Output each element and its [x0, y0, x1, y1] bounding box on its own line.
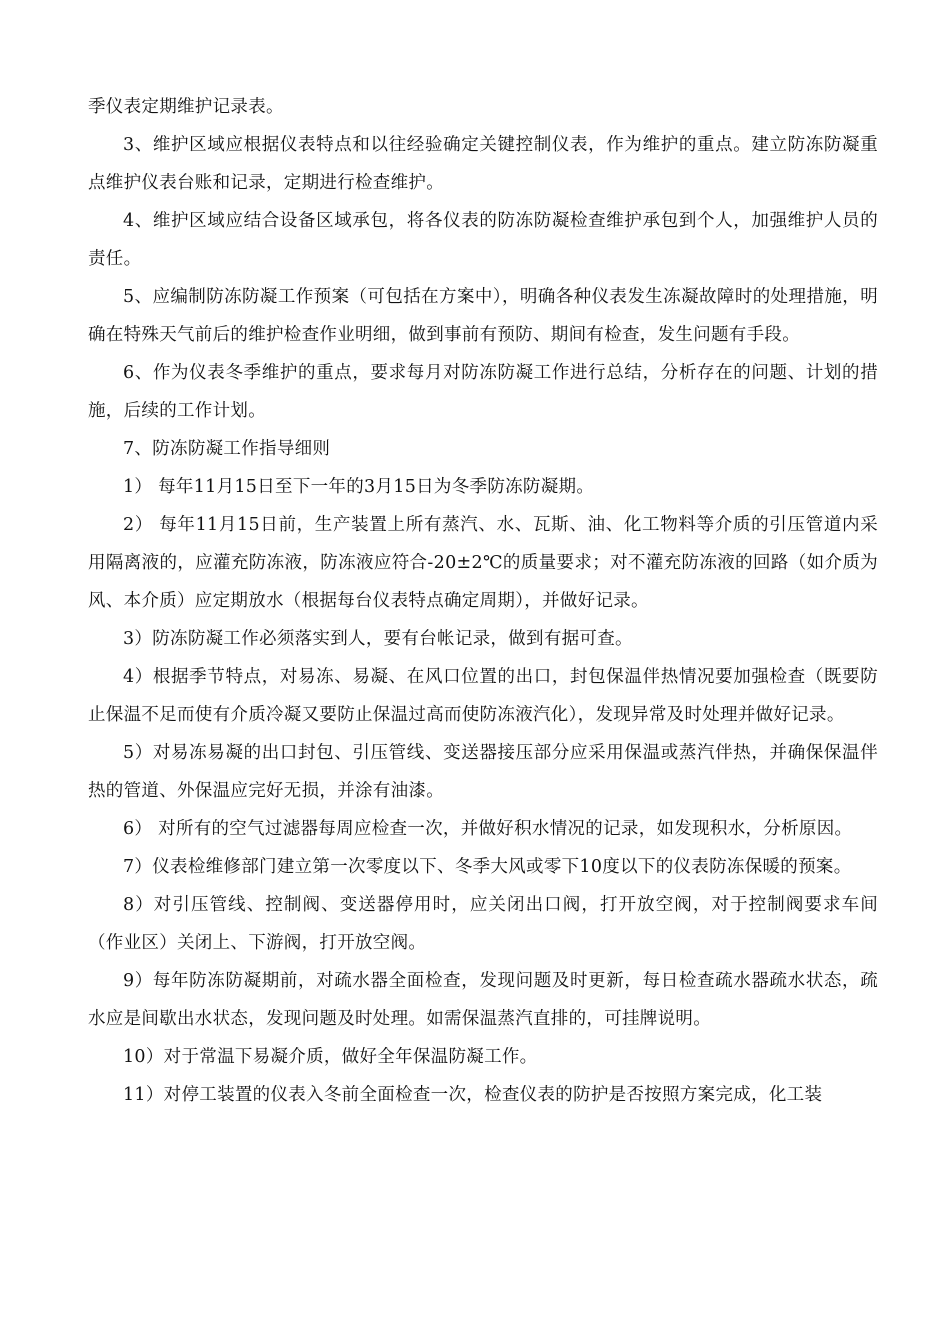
rule-item-9: 9）每年防冻防凝期前，对疏水器全面检查，发现问题及时更新，每日检查疏水器疏水状态，疏水应是间歇出水状态，发现问题及时处理。如需保温蒸汽直排的，可挂牌说明。 — [88, 971, 878, 1029]
rule-item-1: 1） 每年11月15日至下一年的3月15日为冬季防冻防凝期。 — [123, 477, 595, 497]
rule-item-11: 11）对停工装置的仪表入冬前全面检查一次，检查仪表的防护是否按照方案完成，化工装 — [123, 1085, 823, 1105]
rule-item-7: 7）仪表检维修部门建立第一次零度以下、冬季大风或零下10度以下的仪表防冻保暖的预案。 — [123, 857, 852, 877]
rule-item-8: 8）对引压管线、控制阀、变送器停用时，应关闭出口阀，打开放空阀，对于控制阀要求车间（作业区）关闭上、下游阀，打开放空阀。 — [88, 895, 878, 953]
rule-item-5: 5）对易冻易凝的出口封包、引压管线、变送器接压部分应采用保温或蒸汽伴热，并确保保温伴热的管道、外保温应完好无损，并涂有油漆。 — [88, 743, 878, 801]
paragraph-item-6: 6、作为仪表冬季维护的重点，要求每月对防冻防凝工作进行总结，分析存在的问题、计划的措施，后续的工作计划。 — [88, 363, 878, 421]
rule-item-4: 4）根据季节特点，对易冻、易凝、在风口位置的出口，封包保温伴热情况要加强检查（既要防止保温不足而使有介质冷凝又要防止保温过高而使防冻液汽化），发现异常及时处理并做好记录。 — [88, 667, 878, 725]
paragraph-item-5: 5、应编制防冻防凝工作预案（可包括在方案中），明确各种仪表发生冻凝故障时的处理措施，明确在特殊天气前后的维护检查作业明细，做到事前有预防、期间有检查，发生问题有手段。 — [88, 287, 878, 345]
rule-item-2: 2） 每年11月15日前，生产装置上所有蒸汽、水、瓦斯、油、化工物料等介质的引压管道内采用隔离液的，应灌充防冻液，防冻液应符合-20±2℃的质量要求；对不灌充防冻液的回路（如介质为风、本介质）应定期放水（根据每台仪表特点确定周期），并做好记录。 — [88, 515, 878, 611]
rule-item-3: 3）防冻防凝工作必须落实到人，要有台帐记录，做到有据可查。 — [123, 629, 633, 649]
paragraph-item-4: 4、维护区域应结合设备区域承包，将各仪表的防冻防凝检查维护承包到个人，加强维护人员的责任。 — [88, 211, 878, 269]
rule-item-6: 6） 对所有的空气过滤器每周应检查一次，并做好积水情况的记录，如发现积水，分析原因。 — [123, 819, 853, 839]
paragraph-item-3: 3、维护区域应根据仪表特点和以往经验确定关键控制仪表，作为维护的重点。建立防冻防凝重点维护仪表台账和记录，定期进行检查维护。 — [88, 135, 878, 193]
section-heading-7: 7、防冻防凝工作指导细则 — [123, 439, 331, 459]
rule-item-10: 10）对于常温下易凝介质，做好全年保温防凝工作。 — [123, 1047, 538, 1067]
paragraph-continuation: 季仪表定期维护记录表。 — [88, 97, 284, 117]
document-page — [88, 88, 878, 1114]
